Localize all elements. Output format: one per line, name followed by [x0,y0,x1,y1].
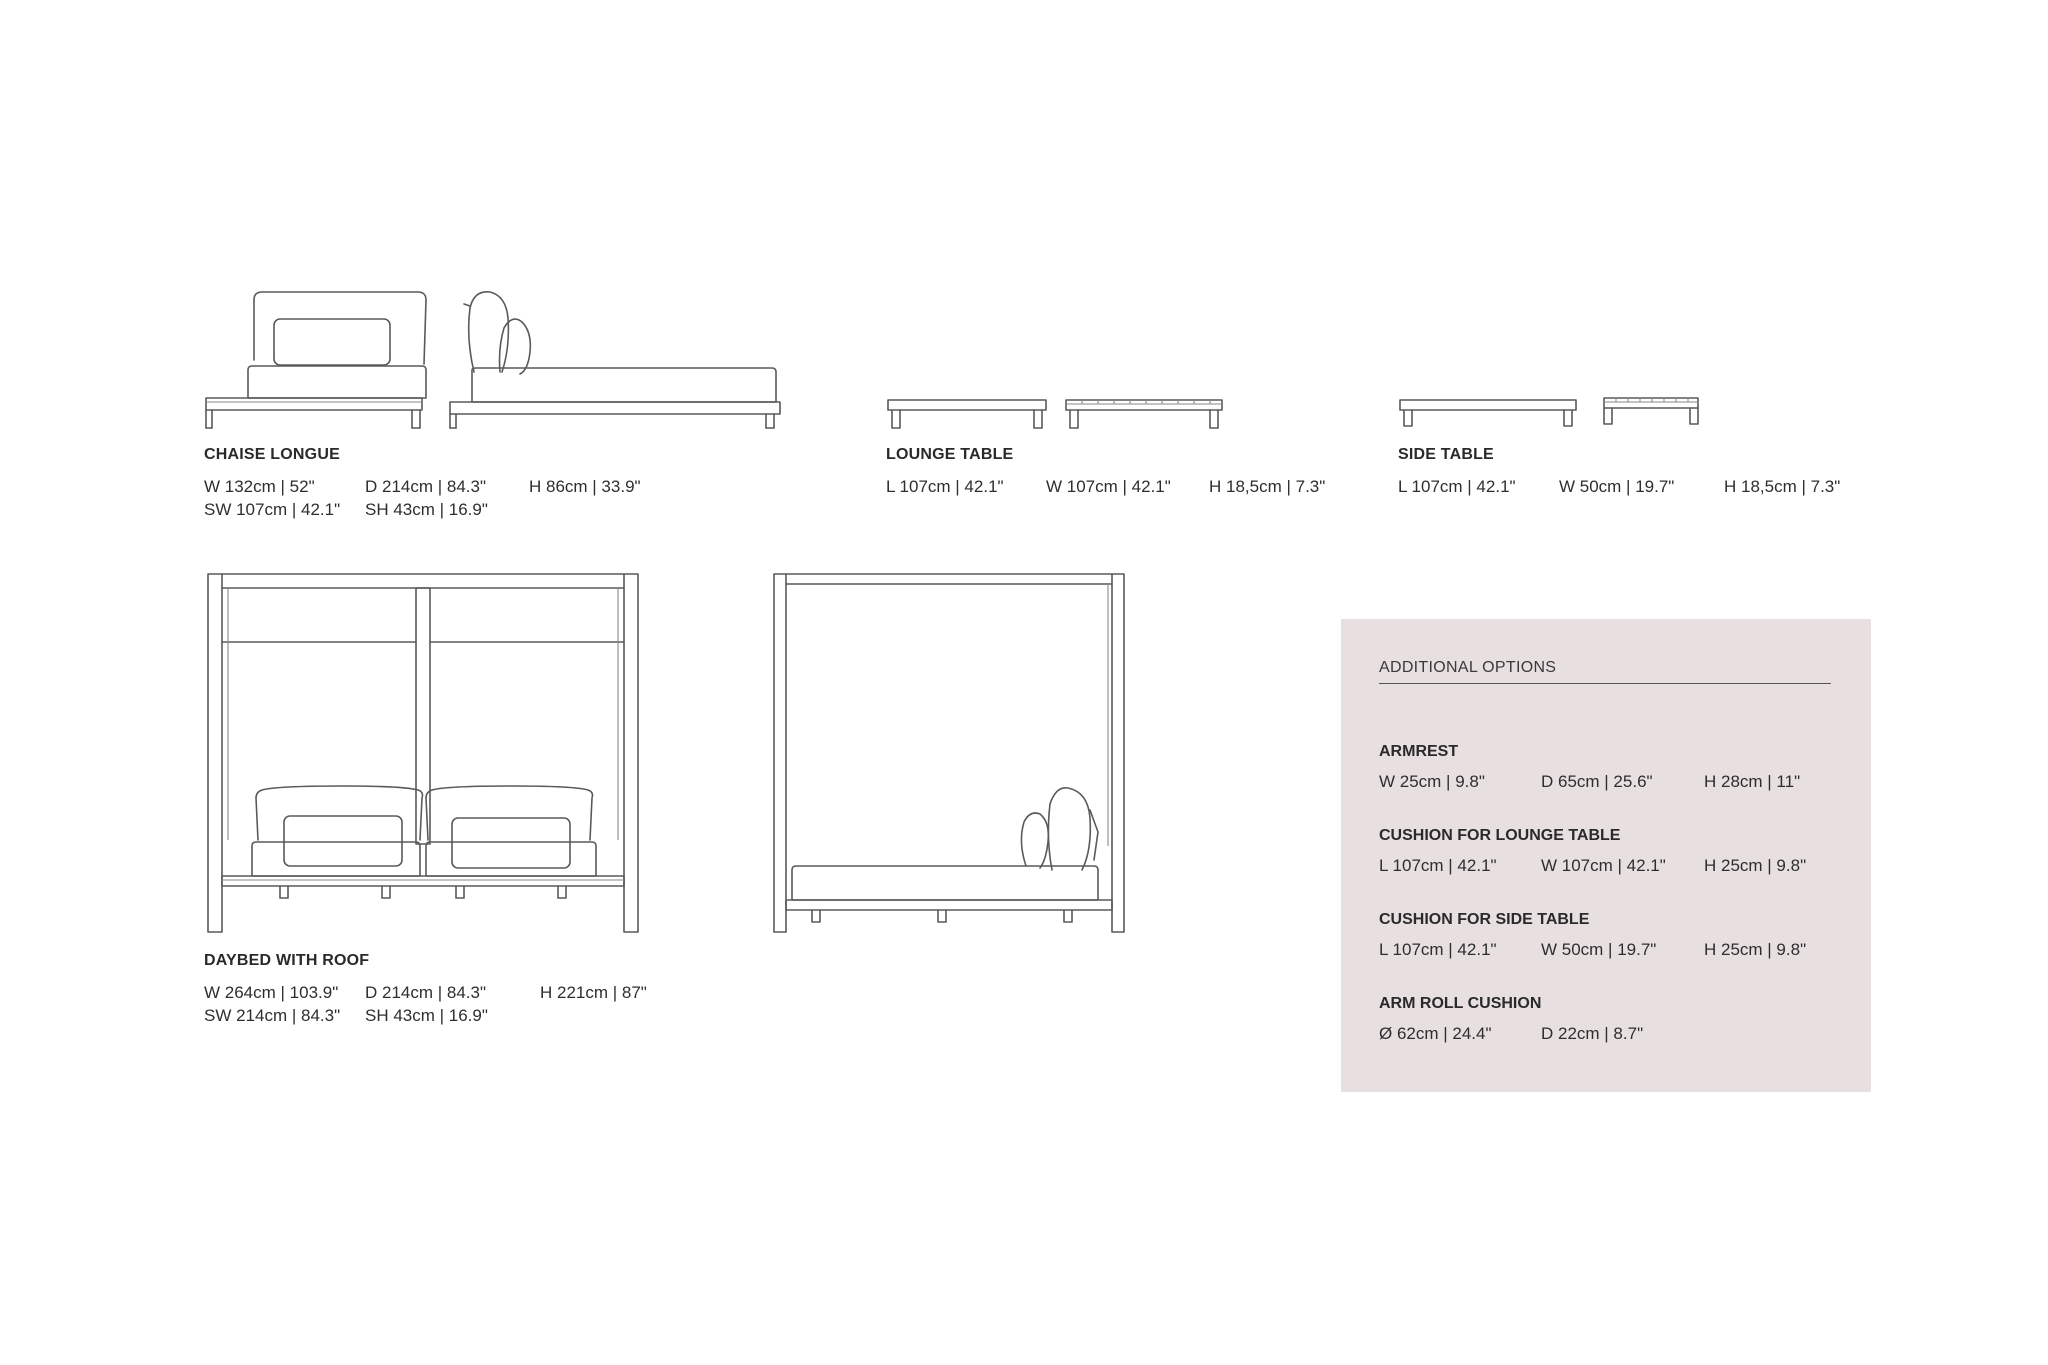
chaise-width: W 132cm | 52" [204,477,315,496]
arm-roll-depth: D 22cm | 8.7" [1541,1024,1644,1043]
daybed-seat-width: SW 214cm | 84.3" [204,1006,341,1025]
side-table-title: SIDE TABLE [1398,446,1494,463]
armrest-depth: D 65cm | 25.6" [1541,772,1653,791]
option-cushion-side-table [1379,911,1839,962]
side-table-drawing [1398,396,1708,436]
chaise-longue-side-drawing [444,288,784,434]
lounge-height: H 18,5cm | 7.3" [1209,477,1326,496]
armrest-width: W 25cm | 9.8" [1379,772,1485,791]
daybed-front-drawing [206,570,642,940]
additional-options-panel [1341,619,1871,1092]
chaise-longue-dims [204,477,664,521]
option-dims [1379,1024,1839,1046]
lounge-table-drawing [886,396,1236,436]
side-table-spec [1398,446,1868,521]
side-table-dims [1398,477,1868,521]
option-dims [1379,856,1839,878]
chaise-longue-title: CHAISE LONGUE [204,446,340,463]
lounge-table-dims [886,477,1346,521]
daybed-width: W 264cm | 103.9" [204,983,339,1002]
chaise-height: H 86cm | 33.9" [529,477,641,496]
daybed-title: DAYBED WITH ROOF [204,952,370,969]
cushion-lounge-height: H 25cm | 9.8" [1704,856,1807,875]
lounge-length: L 107cm | 42.1" [886,477,1004,496]
side-width: W 50cm | 19.7" [1559,477,1675,496]
arm-roll-diameter: Ø 62cm | 24.4" [1379,1024,1492,1043]
daybed-side-drawing [772,570,1128,940]
daybed-height: H 221cm | 87" [540,983,647,1002]
daybed-dims [204,983,674,1027]
option-title: ARMREST [1379,743,1459,760]
side-height: H 18,5cm | 7.3" [1724,477,1841,496]
option-title: CUSHION FOR LOUNGE TABLE [1379,827,1621,844]
daybed-depth: D 214cm | 84.3" [365,983,487,1002]
chaise-seat-width: SW 107cm | 42.1" [204,500,341,519]
armrest-height: H 28cm | 11" [1704,772,1801,791]
cushion-lounge-length: L 107cm | 42.1" [1379,856,1497,875]
chaise-depth: D 214cm | 84.3" [365,477,487,496]
lounge-width: W 107cm | 42.1" [1046,477,1171,496]
cushion-side-length: L 107cm | 42.1" [1379,940,1497,959]
cushion-lounge-width: W 107cm | 42.1" [1541,856,1666,875]
daybed-seat-height: SH 43cm | 16.9" [365,1006,488,1025]
option-title: CUSHION FOR SIDE TABLE [1379,911,1590,928]
daybed-spec [204,952,674,1027]
chaise-longue-front-drawing [200,288,430,434]
additional-options-heading: ADDITIONAL OPTIONS [1379,659,1831,684]
option-title: ARM ROLL CUSHION [1379,995,1542,1012]
option-arm-roll-cushion [1379,995,1839,1046]
cushion-side-height: H 25cm | 9.8" [1704,940,1807,959]
option-cushion-lounge-table [1379,827,1839,878]
option-dims [1379,772,1839,794]
chaise-longue-spec [204,446,664,521]
option-armrest [1379,743,1839,794]
lounge-table-spec [886,446,1346,521]
lounge-table-title: LOUNGE TABLE [886,446,1014,463]
side-length: L 107cm | 42.1" [1398,477,1516,496]
cushion-side-width: W 50cm | 19.7" [1541,940,1657,959]
chaise-seat-height: SH 43cm | 16.9" [365,500,488,519]
option-dims [1379,940,1839,962]
